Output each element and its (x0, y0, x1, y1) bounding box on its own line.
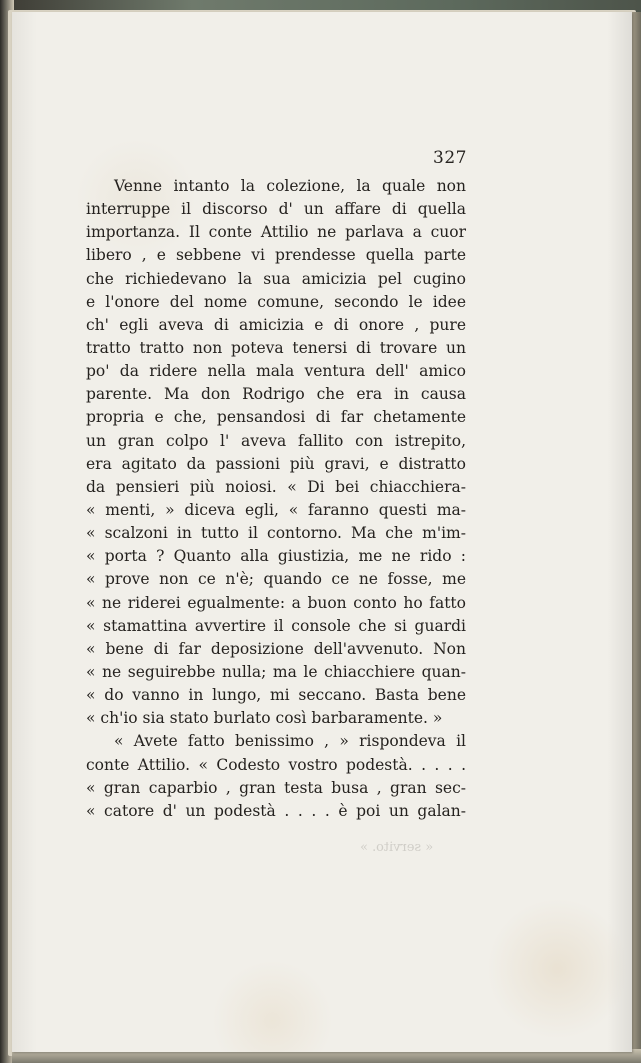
text-line: Venne intanto la colezione, la quale non (114, 177, 466, 195)
text-line: da pensieri più noiosi. « Di bei chiacchiera- (86, 477, 466, 496)
page-number: 327 (433, 148, 467, 168)
text-line: libero , e sebbene vi prendesse quella parte (86, 246, 466, 265)
text-line: « ch'io sia stato burlato così barbaramente. » (86, 709, 443, 728)
text-line: « Avete fatto benissimo , » rispondeva il (114, 732, 466, 751)
text-line: « stamattina avvertire il console che si guardi (86, 616, 466, 635)
show-through-text: « servito. » (360, 840, 434, 855)
text-line: « ne seguirebbe nulla; ma le chiacchiere quan- (86, 662, 466, 681)
text-line: e l'onore del nome comune, secondo le idee (86, 292, 466, 311)
text-line: « bene di far deposizione dell'avvenuto. Non (86, 639, 466, 658)
text-line: « prove non ce n'è; quando ce ne fosse, me (86, 570, 466, 589)
text-line: « ne riderei egualmente: a buon conto ho fatto (86, 593, 466, 612)
text-line: « gran caparbio , gran testa busa , gran sec- (86, 778, 466, 797)
body-text (86, 175, 466, 823)
text-line: interruppe il discorso d' un affare di quella (86, 200, 466, 219)
text-line: conte Attilio. « Codesto vostro podestà. . . . . (86, 755, 466, 774)
text-line: importanza. Il conte Attilio ne parlava a cuor (86, 223, 466, 242)
text-line: « menti, » diceva egli, « faranno questi ma- (86, 500, 466, 519)
text-line: « porta ? Quanto alla giustizia, me ne rido : (86, 547, 466, 566)
text-line: « scalzoni in tutto il contorno. Ma che m'im- (86, 524, 466, 543)
text-line: un gran colpo l' aveva fallito con istrepito, (86, 431, 466, 450)
text-line: parente. Ma don Rodrigo che era in causa (86, 385, 466, 404)
text-line: propria e che, pensandosi di far chetamente (86, 408, 466, 427)
text-line: ch' egli aveva di amicizia e di onore , pure (86, 315, 466, 334)
text-line: « do vanno in lungo, mi seccano. Basta bene (86, 686, 466, 705)
text-line: « catore d' un podestà . . . . è poi un galan- (86, 801, 466, 820)
text-line: tratto tratto non poteva tenersi di trovare un (86, 338, 466, 357)
text-line: po' da ridere nella mala ventura dell' amico (86, 362, 466, 381)
text-line: era agitato da passioni più gravi, e distratto (86, 454, 466, 473)
text-line: che richiedevano la sua amicizia pel cugino (86, 269, 466, 288)
